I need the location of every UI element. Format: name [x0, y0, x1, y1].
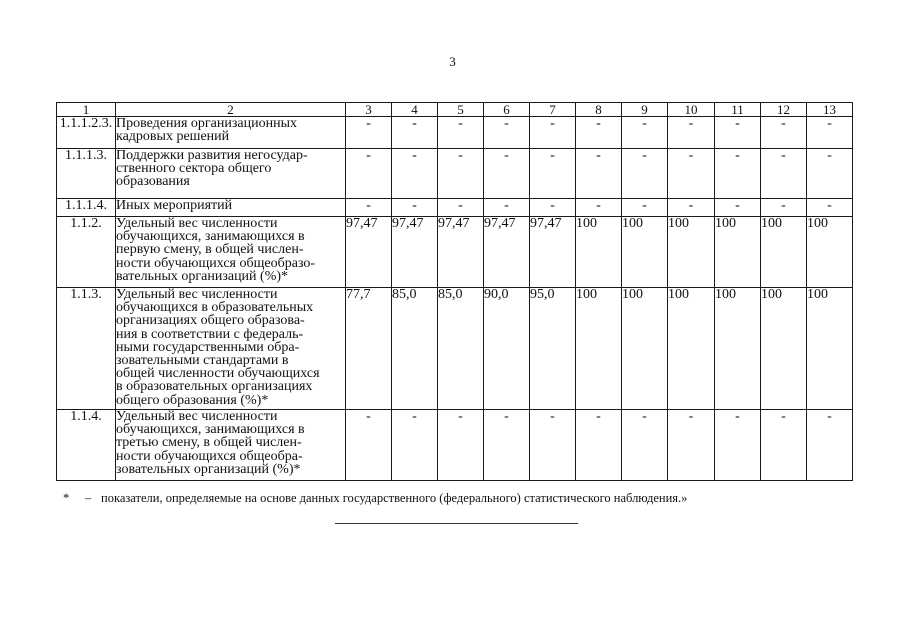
row-description: [116, 288, 346, 410]
description-line: ными государственными обра-: [116, 339, 300, 355]
description-line: ния в соответствии с федераль-: [116, 326, 304, 342]
value-cell: 97,47: [392, 217, 438, 288]
description-line: зовательными стандартами в: [116, 353, 289, 369]
value-cell: 77,7: [346, 288, 392, 410]
value-cell: 100: [715, 217, 761, 288]
description-line: Удельный вес численности: [116, 409, 278, 424]
row-number: 1.1.3.: [57, 288, 116, 410]
column-header: 2: [116, 103, 346, 117]
row-number: 1.1.2.: [57, 217, 116, 288]
value-cell: -: [530, 149, 576, 199]
table-body: [57, 117, 853, 481]
column-header: 4: [392, 103, 438, 117]
column-header: 6: [484, 103, 530, 117]
value-cell: -: [761, 410, 807, 481]
value-cell: -: [715, 149, 761, 199]
column-header: 5: [438, 103, 484, 117]
value-cell: 85,0: [438, 288, 484, 410]
table-row: [57, 149, 853, 199]
description-line: Удельный вес численности: [116, 216, 278, 231]
value-cell: 100: [668, 288, 715, 410]
column-header: 8: [576, 103, 622, 117]
footnote-dash: –: [85, 491, 92, 505]
description-line: Проведения организационных: [116, 116, 297, 131]
value-cell: -: [530, 117, 576, 149]
description-line: ности обучающихся общеобра-: [116, 448, 303, 464]
value-cell: -: [761, 149, 807, 199]
value-cell: 97,47: [346, 217, 392, 288]
description-line: обучающихся, занимающихся в: [116, 229, 305, 245]
value-cell: -: [484, 199, 530, 217]
row-description: [116, 217, 346, 288]
value-cell: -: [484, 410, 530, 481]
description-line: общей численности обучающихся: [116, 366, 320, 382]
value-cell: -: [576, 149, 622, 199]
value-cell: -: [715, 117, 761, 149]
value-cell: 100: [576, 217, 622, 288]
description-line: обучающихся, занимающихся в: [116, 422, 305, 438]
value-cell: -: [438, 199, 484, 217]
value-cell: -: [622, 149, 668, 199]
value-cell: -: [484, 149, 530, 199]
description-line: образования: [116, 174, 190, 190]
description-line: ственного сектора общего: [116, 161, 272, 177]
value-cell: -: [668, 410, 715, 481]
row-description: [116, 117, 346, 149]
description-line: обучающихся в образовательных: [116, 300, 314, 316]
value-cell: -: [530, 199, 576, 217]
value-cell: 100: [807, 288, 853, 410]
value-cell: -: [576, 117, 622, 149]
table-row: [57, 217, 853, 288]
value-cell: 100: [576, 288, 622, 410]
value-cell: -: [438, 410, 484, 481]
value-cell: 97,47: [438, 217, 484, 288]
table-row: [57, 117, 853, 149]
value-cell: -: [392, 199, 438, 217]
row-description: [116, 410, 346, 481]
value-cell: -: [668, 199, 715, 217]
value-cell: 100: [668, 217, 715, 288]
column-header: 3: [346, 103, 392, 117]
description-line: вательных организаций (%)*: [116, 268, 289, 284]
row-number: 1.1.1.3.: [57, 149, 116, 199]
description-line: организациях общего образова-: [116, 313, 305, 329]
value-cell: -: [622, 117, 668, 149]
value-cell: -: [438, 117, 484, 149]
footnote-divider: [335, 523, 578, 524]
value-cell: -: [576, 410, 622, 481]
value-cell: 100: [622, 288, 668, 410]
value-cell: -: [484, 117, 530, 149]
value-cell: -: [807, 149, 853, 199]
value-cell: -: [761, 199, 807, 217]
table-row: [57, 410, 853, 481]
value-cell: -: [668, 149, 715, 199]
description-line: Удельный вес численности: [116, 287, 278, 302]
description-line: Иных мероприятий: [116, 198, 233, 213]
value-cell: -: [622, 410, 668, 481]
value-cell: 100: [715, 288, 761, 410]
page-number: 3: [449, 54, 456, 69]
value-cell: 97,47: [530, 217, 576, 288]
description-line: кадровых решений: [116, 129, 230, 145]
value-cell: -: [807, 410, 853, 481]
description-line: ности обучающихся общеобразо-: [116, 255, 316, 271]
footnote-text: показатели, определяемые на основе данных государственного (федерального) статистического наблюдения.»: [101, 491, 688, 505]
value-cell: -: [392, 410, 438, 481]
value-cell: -: [622, 199, 668, 217]
value-cell: -: [346, 410, 392, 481]
column-header: 11: [715, 103, 761, 117]
table-row: [57, 199, 853, 217]
description-line: в образовательных организациях: [116, 379, 313, 395]
footnote-marker: *: [63, 491, 70, 505]
value-cell: -: [807, 199, 853, 217]
value-cell: -: [715, 410, 761, 481]
value-cell: -: [668, 117, 715, 149]
value-cell: -: [346, 117, 392, 149]
value-cell: -: [392, 117, 438, 149]
value-cell: -: [807, 117, 853, 149]
row-number: 1.1.4.: [57, 410, 116, 481]
value-cell: -: [761, 117, 807, 149]
value-cell: 85,0: [392, 288, 438, 410]
column-header: 12: [761, 103, 807, 117]
header-row: [57, 103, 853, 117]
row-description: [116, 149, 346, 199]
value-cell: -: [346, 149, 392, 199]
value-cell: -: [392, 149, 438, 199]
column-header: 10: [668, 103, 715, 117]
column-header: 13: [807, 103, 853, 117]
value-cell: -: [715, 199, 761, 217]
row-number: 1.1.1.4.: [57, 199, 116, 217]
description-line: первую смену, в общей числен-: [116, 242, 304, 258]
row-number: 1.1.1.2.3.: [57, 117, 116, 149]
indicators-table: [56, 102, 853, 481]
value-cell: -: [530, 410, 576, 481]
row-description: [116, 199, 346, 217]
value-cell: 97,47: [484, 217, 530, 288]
description-line: зовательных организаций (%)*: [116, 461, 301, 477]
column-header: 7: [530, 103, 576, 117]
table-header: [57, 103, 853, 117]
value-cell: 100: [622, 217, 668, 288]
value-cell: 100: [761, 288, 807, 410]
table-row: [57, 288, 853, 410]
value-cell: 95,0: [530, 288, 576, 410]
value-cell: -: [576, 199, 622, 217]
description-line: общего образования (%)*: [116, 392, 269, 408]
column-header: 1: [57, 103, 116, 117]
column-header: 9: [622, 103, 668, 117]
value-cell: 100: [761, 217, 807, 288]
value-cell: -: [346, 199, 392, 217]
value-cell: -: [438, 149, 484, 199]
description-line: третью смену, в общей числен-: [116, 435, 302, 451]
value-cell: 100: [807, 217, 853, 288]
value-cell: 90,0: [484, 288, 530, 410]
description-line: Поддержки развития негосудар-: [116, 148, 308, 163]
